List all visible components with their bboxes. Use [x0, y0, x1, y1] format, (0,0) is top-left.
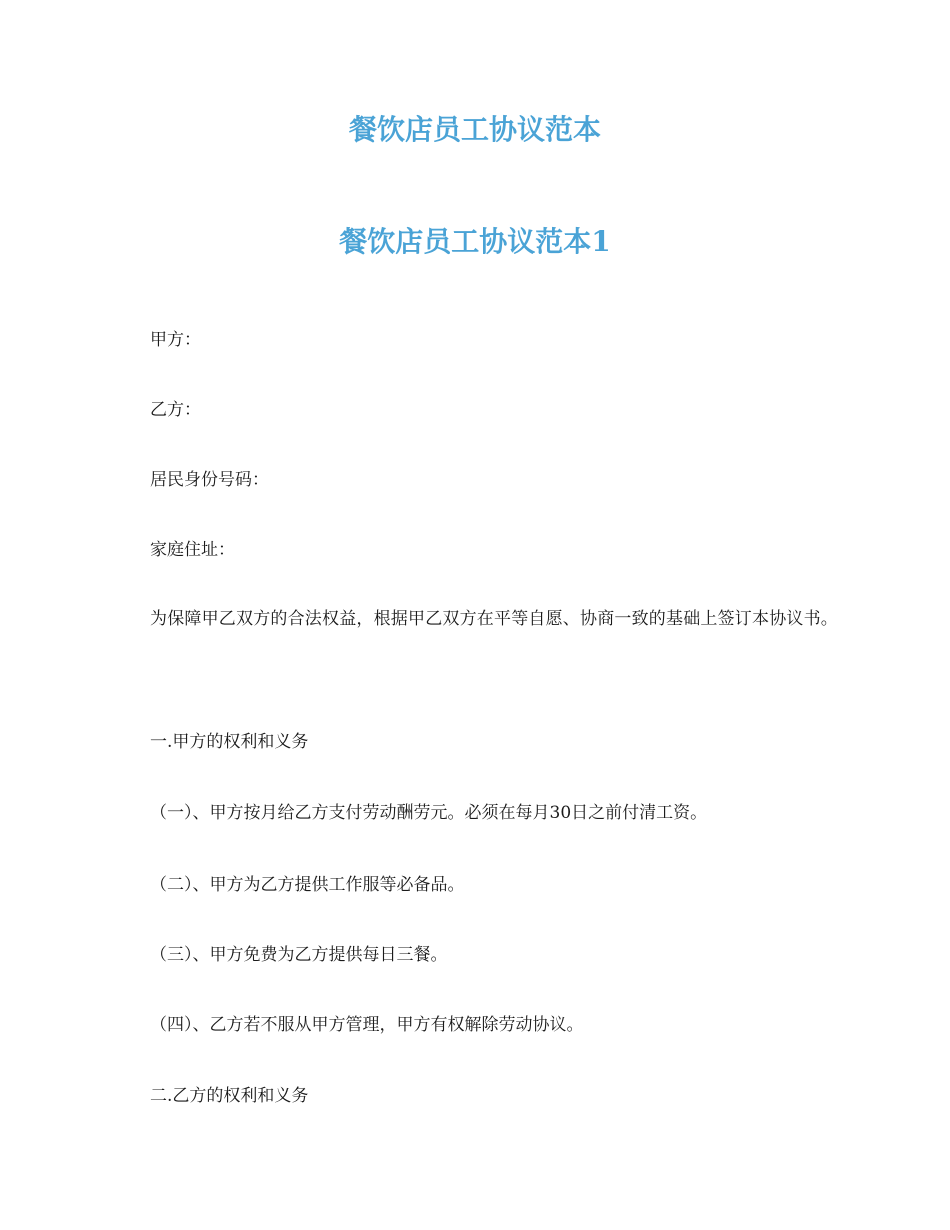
address-label: 家庭住址：	[150, 540, 235, 560]
party-a-label: 甲方：	[150, 330, 201, 350]
document-title: 餐饮店员工协议范本	[348, 113, 601, 146]
section-1-item-3: （三）、甲方免费为乙方提供每日三餐。	[150, 945, 448, 965]
id-number-label: 居民身份号码：	[150, 470, 269, 490]
preamble-paragraph: 为保障甲乙双方的合法权益，根据甲乙双方在平等自愿、协商一致的基础上签订本协议书。	[150, 609, 838, 629]
section-2-heading: 二.乙方的权利和义务	[150, 1086, 309, 1106]
section-1-item-1: （一）、甲方按月给乙方支付劳动酬劳元。必须在每月30日之前付清工资。	[150, 803, 708, 823]
section-1-item-2: （二）、甲方为乙方提供工作服等必备品。	[150, 875, 465, 895]
section-1-item-4: （四）、乙方若不服从甲方管理，甲方有权解除劳动协议。	[150, 1015, 584, 1035]
section-1-heading: 一.甲方的权利和义务	[150, 732, 309, 752]
document-subtitle: 餐饮店员工协议范本1	[339, 225, 611, 258]
party-b-label: 乙方：	[150, 400, 201, 420]
